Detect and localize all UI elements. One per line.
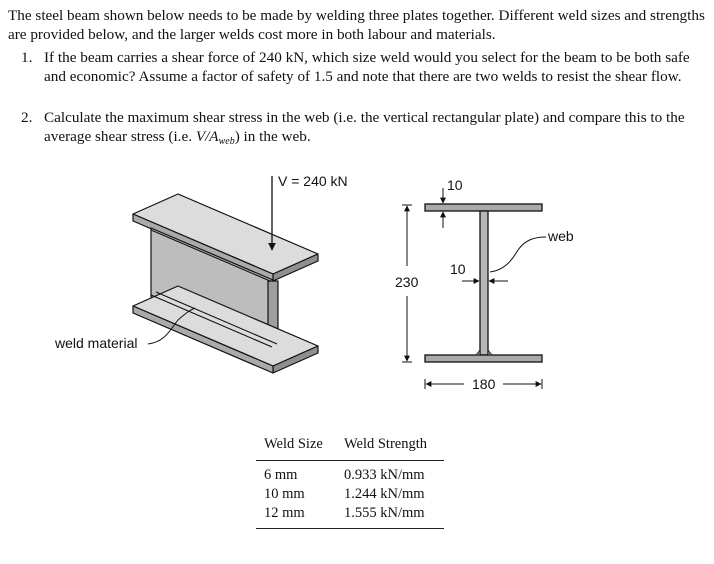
question-2-number: 2.	[21, 109, 33, 126]
table-bottom-rule	[256, 528, 444, 529]
weld-strength-cell: 0.933 kN/mm	[344, 467, 425, 483]
weld-size-cell: 6 mm	[264, 467, 298, 483]
weld-fillet	[488, 350, 492, 355]
width-label: 180	[472, 376, 496, 392]
web-leader-line	[490, 237, 546, 272]
cross-section-web	[480, 211, 488, 355]
formula-v-over-a: V/A	[195, 128, 219, 145]
web-thickness-label: 10	[450, 261, 466, 277]
weld-strength-cell: 1.555 kN/mm	[344, 505, 425, 521]
web-label: web	[548, 228, 574, 244]
table-row	[256, 467, 446, 485]
weld-table-header	[256, 436, 446, 454]
force-label: V = 240 kN	[278, 173, 348, 189]
question-2-text-before: Calculate the maximum shear stress in the web (i.e. the vertical rectangular plate) and compare this to the average shear stress (i.e.	[44, 109, 685, 145]
flange-thickness-label: 10	[447, 177, 463, 193]
weld-size-cell: 10 mm	[264, 486, 305, 502]
height-label: 230	[395, 274, 419, 290]
question-1-number: 1.	[21, 49, 33, 66]
header-weld-size: Weld Size	[264, 436, 323, 452]
question-1-text: If the beam carries a shear force of 240 kN, which size weld would you select for the beam to be both safe and economic? Assume a factor of safety of 1.5 and note that there are two welds to resist the shear flow.	[44, 49, 690, 85]
table-header-rule	[256, 460, 444, 461]
cross-section-bottom-flange	[425, 355, 542, 362]
table-row	[256, 505, 446, 523]
weld-fillet	[476, 350, 480, 355]
cross-section-top-flange	[425, 204, 542, 211]
weld-size-cell: 12 mm	[264, 505, 305, 521]
question-2-text-after: ) in the web.	[234, 128, 311, 145]
header-weld-strength: Weld Strength	[344, 436, 427, 452]
beam-diagram	[0, 170, 714, 410]
beam-3d-drawing	[133, 194, 318, 373]
formula-subscript-web: web	[218, 136, 235, 147]
table-row	[256, 486, 446, 504]
question-2-text	[44, 108, 699, 151]
problem-intro: The steel beam shown below needs to be made by welding three plates together. Different weld sizes and strengths are provided below, and the larger welds cost more in both labour and materials.	[8, 7, 705, 43]
weld-material-label: weld material	[55, 335, 138, 351]
weld-strength-cell: 1.244 kN/mm	[344, 486, 425, 502]
